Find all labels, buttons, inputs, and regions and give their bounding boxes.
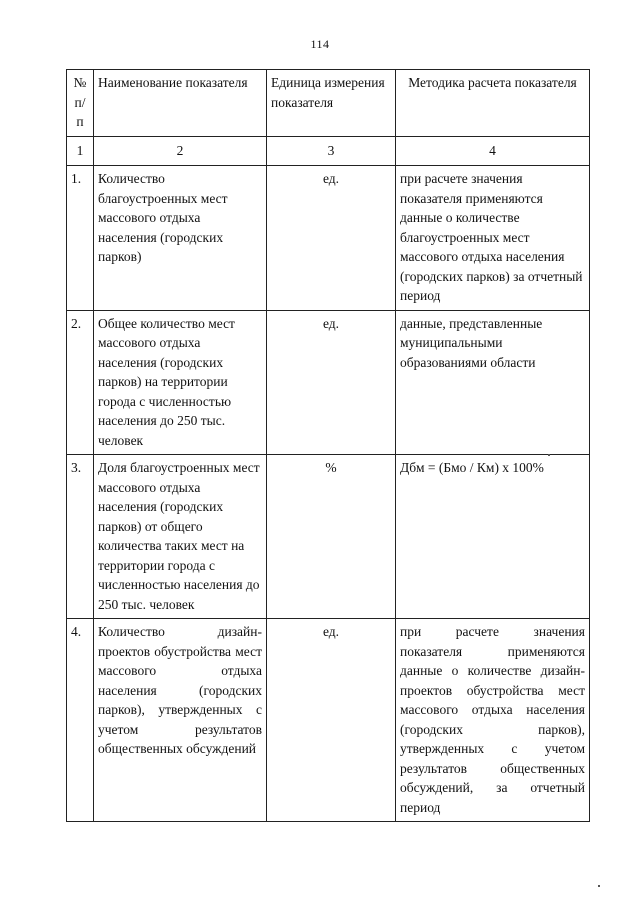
- indicator-formula: Дбм = (Бмо / Км) х 100%: [396, 455, 590, 619]
- header-name: Наименование показателя: [94, 70, 267, 137]
- table-row: [67, 166, 590, 311]
- indicator-name: Количество дизайн-проектов обустройства мест массового отдыха населения (городских парков), утвержденных с учетом результатов общественных обсуждений: [94, 619, 267, 822]
- row-number: 4.: [67, 619, 94, 822]
- column-number: 3: [267, 136, 396, 166]
- scan-speck: [598, 885, 600, 887]
- indicators-table: [66, 69, 590, 822]
- table-row: [67, 455, 590, 619]
- scan-speck: [548, 454, 550, 456]
- indicator-unit: ед.: [267, 619, 396, 822]
- row-number: 1.: [67, 166, 94, 311]
- column-numbering-row: [67, 136, 590, 166]
- indicator-name: Общее количество мест массового отдыха населения (городских парков) на территории города с численностью населения до 250 тыс. человек: [94, 310, 267, 455]
- indicator-unit: ед.: [267, 310, 396, 455]
- header-unit: Единица измерения показателя: [267, 70, 396, 137]
- indicator-method: данные, представленные муниципальными образованиями области: [396, 310, 590, 455]
- row-number: 2.: [67, 310, 94, 455]
- indicator-unit: ед.: [267, 166, 396, 311]
- table-header-row: [67, 70, 590, 137]
- indicator-method: при расчете значения показателя применяются данные о количестве дизайн-проектов обустройства мест массового отдыха населения (городских парков), утвержденных с учетом результатов общественных обсуждений, за отчетный период: [396, 619, 590, 822]
- column-number: 2: [94, 136, 267, 166]
- indicator-method: при расчете значения показателя применяются данные о количестве благоустроенных мест массового отдыха населения (городских парков) за отчетный период: [396, 166, 590, 311]
- row-number: 3.: [67, 455, 94, 619]
- column-number: 1: [67, 136, 94, 166]
- indicator-name: Количество благоустроенных мест массового отдыха населения (городских парков): [94, 166, 267, 311]
- column-number: 4: [396, 136, 590, 166]
- header-method: Методика расчета показателя: [396, 70, 590, 137]
- table-row: [67, 619, 590, 822]
- table-row: [67, 310, 590, 455]
- indicator-name: Доля благоустроенных мест массового отдыха населения (городских парков) от общего количества таких мест на территории города с численностью населения до 250 тыс. человек: [94, 455, 267, 619]
- header-number: № п/п: [67, 70, 94, 137]
- indicator-unit: %: [267, 455, 396, 619]
- page-number: 114: [310, 37, 330, 51]
